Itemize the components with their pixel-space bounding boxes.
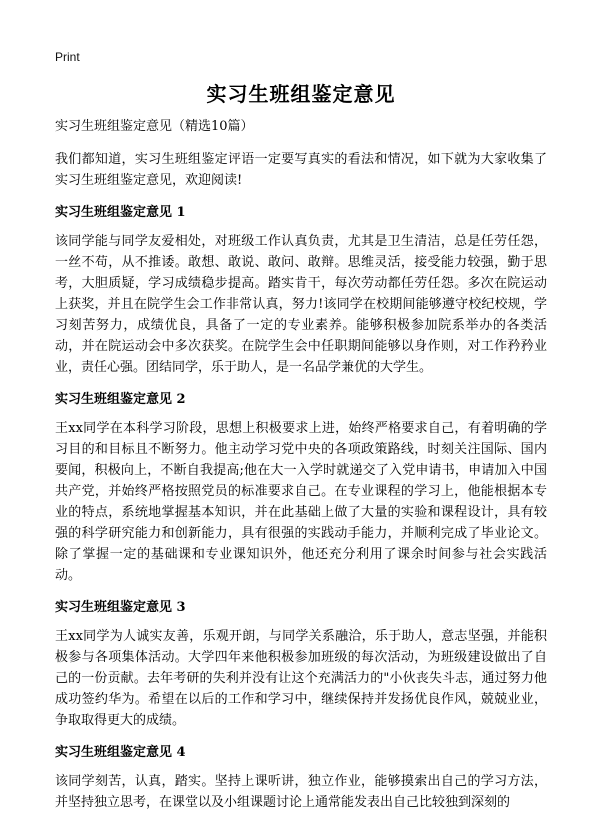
intro-paragraph: 我们都知道，实习生班组鉴定评语一定要写真实的看法和情况，如下就为大家收集了实习生班组鉴定意见，欢迎阅读! xyxy=(55,152,547,188)
section-body: 该同学刻苦，认真，踏实。坚持上课听讲，独立作业，能够摸索出自己的学习方法，并坚持独立思考，在课堂以及小组课题讨论上通常能发表出自己比较独到深刻的 xyxy=(55,774,547,810)
section-heading: 实习生班组鉴定意见 4 xyxy=(55,745,186,760)
section-4 xyxy=(55,743,547,813)
section-2 xyxy=(55,390,547,586)
section-3 xyxy=(55,598,547,731)
document-subtitle: 实习生班组鉴定意见（精选10篇） xyxy=(55,119,254,134)
section-body: 该同学能与同学友爱相处，对班级工作认真负责，尤其是卫生清洁，总是任劳任怨，一丝不苟，从不推诿。敢想、敢说、敢问、敢辩。思维灵活，接受能力较强，勤于思考，大胆质疑，学习成绩稳步提高。踏实肯干，每次劳动都任劳任怨。多次在院运动上获奖，并且在院学生会工作非常认真，努力!该同学在校期间能够遵守校纪校规，学习刻苦努力，成绩优良，具备了一定的专业素养。能够积极参加院系举办的各类活动，并在院运动会中多次获奖。在院学生会中任职期间能够以身作则，对工作矜矜业业，责任心强。团结同学，乐于助人，是一名品学兼优的大学生。 xyxy=(55,234,547,375)
section-1 xyxy=(55,203,547,378)
page-title: 实习生班组鉴定意见 xyxy=(206,82,396,106)
print-link[interactable]: Print xyxy=(55,50,80,64)
section-heading: 实习生班组鉴定意见 2 xyxy=(55,392,186,407)
section-body: 王xx同学在本科学习阶段，思想上积极要求上进，始终严格要求自己，有着明确的学习目的和目标且不断努力。他主动学习党中央的各项政策路线，时刻关注国际、国内要闻，积极向上，不断自我提高;他在大一入学时就递交了入党申请书，申请加入中国共产党，并始终严格按照党员的标准要求自己。在专业课程的学习上，他能根据本专业的特点，系统地掌握基本知识，并在此基础上做了大量的实验和课程设计，具有较强的科学研究能力和创新能力，具有很强的实践动手能力，并顺利完成了毕业论文。除了掌握一定的基础课和专业课知识外，他还充分利用了课余时间参与社会实践活动。 xyxy=(55,421,547,583)
section-body: 王xx同学为人诚实友善，乐观开朗，与同学关系融洽，乐于助人，意志坚强，并能积极参与各项集体活动。大学四年来他积极参加班级的每次活动，为班级建设做出了自己的一份贡献。去年考研的失利并没有让这个充满活力的"小伙丧失斗志，通过努力他成功签约华为。希望在以后的工作和学习中，继续保持并发扬优良作风，兢兢业业，争取取得更大的成绩。 xyxy=(55,629,547,728)
section-heading: 实习生班组鉴定意见 1 xyxy=(55,205,186,220)
document-page xyxy=(55,78,547,813)
section-heading: 实习生班组鉴定意见 3 xyxy=(55,600,186,615)
